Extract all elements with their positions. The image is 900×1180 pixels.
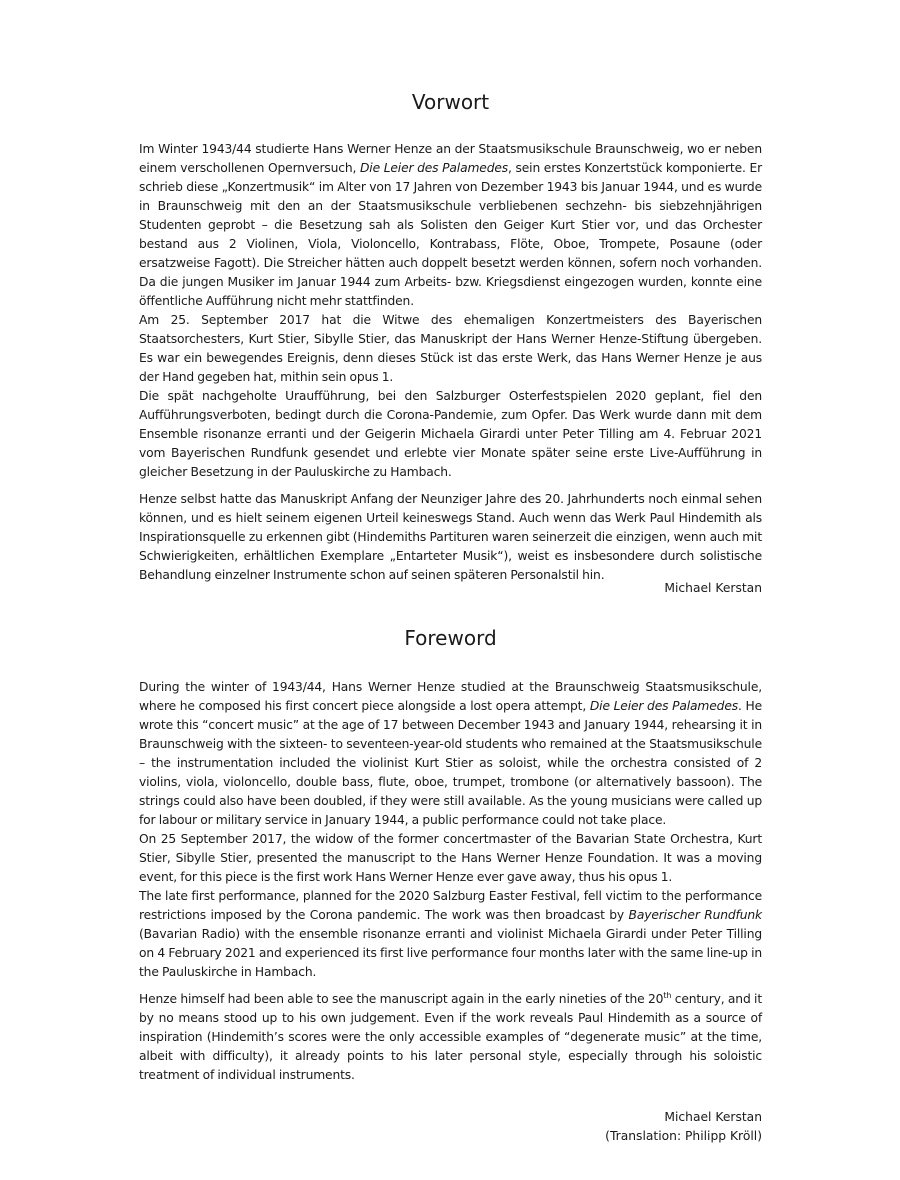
text-run: During the winter of 1943/44, Hans Werner Henze studied at the Braunschweig Staatsmusikschule, where he composed his first concert piece alongside a lost opera attempt, [139, 680, 762, 713]
paragraph [139, 678, 762, 830]
text-run: , sein erstes Konzertstück komponierte. Er schrieb diese „Konzertmusik“ im Alter von 17 Jahren von Dezember 1943 bis Januar 1944, und es wurde in Braunschweig mit den an der Staatsmusikschule verbliebenen sechzehn- bis siebzehnjährigen Studenten geprobt – die Besetzung sah als Solisten den Geiger Kurt Stier vor, und das Orchester bestand aus 2 Violinen, Viola, Violoncello, Kontrabass, Flöte, Oboe, Trompete, Posaune (oder ersatzweise Fagott). Die Streicher hätten auch doppelt besetzt werden können, sofern noch vorhanden. Da die jungen Musiker im Januar 1944 zum Arbeits- bzw. Kriegsdienst eingezogen wurden, konnte eine öffentliche Aufführung nicht mehr stattfinden. [139, 161, 762, 308]
text-run: century, and it by no means stood up to his own judgement. Even if the work reveals Paul Hindemith as a source of inspiration (Hindemith’s scores were the only accessible examples of “degenerate music” at the time, albeit with difficulty), it already points to his later personal style, especially through his soloistic treatment of individual instruments. [139, 992, 762, 1082]
opera-title: Die Leier des Palamedes [589, 699, 738, 713]
paragraph: Die spät nachgeholte Uraufführung, bei den Salzburger Osterfestspielen 2020 geplant, fiel den Aufführungsverboten, bedingt durch die Corona-Pandemie, zum Opfer. Das Werk wurde dann mit dem Ensemble risonanze erranti und der Geigerin Michaela Girardi unter Peter Tilling am 4. Februar 2021 vom Bayerischen Rundfunk gesendet und erlebte vier Monate später seine erste Live-Aufführung in gleicher Besetzung in der Pauluskirche zu Hambach. [139, 389, 762, 479]
signature: Michael Kerstan [664, 1110, 762, 1124]
paragraph [139, 990, 762, 1085]
text-run: The late first performance, planned for the 2020 Salzburg Easter Festival, fell victim to the performance restrictions imposed by the Corona pandemic. The work was then broadcast by [139, 889, 762, 922]
signature: Michael Kerstan [664, 581, 762, 595]
translation-credit: (Translation: Philipp Kröll) [605, 1129, 762, 1143]
paragraph [139, 140, 762, 311]
ordinal-suffix: th [663, 990, 672, 1000]
text-run: . He wrote this “concert music” at the age of 17 between December 1943 and January 1944, rehearsing it in Braunschweig with the sixteen- to seventeen-year-old students who remained at the Staatsmusikschule – the instrumentation included the violinist Kurt Stier as soloist, while the orchestra consisted of 2 violins, viola, violoncello, double bass, flute, oboe, trumpet, trombone (or alternatively bassoon). The strings could also have been doubled, if they were still available. As the young musicians were called up for labour or military service in January 1944, a public performance could not take place. [139, 699, 763, 827]
paragraph [139, 887, 762, 982]
german-preface [139, 140, 762, 585]
paragraph: Am 25. September 2017 hat die Witwe des ehemaligen Konzertmeisters des Bayerischen Staatsorchesters, Kurt Stier, Sibylle Stier, das Manuskript der Hans Werner Henze-Stiftung übergeben. Es war ein bewegendes Ereignis, denn dieses Stück ist das erste Werk, das Hans Werner Henze je aus der Hand gegeben hat, mithin sein opus 1. [139, 313, 762, 384]
paragraph: On 25 September 2017, the widow of the former concertmaster of the Bavarian State Orchestra, Kurt Stier, Sibylle Stier, presented the manuscript to the Hans Werner Henze Foundation. It was a moving event, for this piece is the first work Hans Werner Henze ever gave away, thus his opus 1. [139, 832, 762, 884]
text-run: Henze himself had been able to see the manuscript again in the early nineties of the 20 [139, 992, 664, 1006]
page-title-german: Vorwort [411, 90, 490, 114]
page-title-english: Foreword [404, 626, 497, 650]
text-run: Im Winter 1943/44 studierte Hans Werner Henze an der Staatsmusikschule Braunschweig, wo er neben einem verschollenen Opernversuch, [139, 142, 762, 175]
english-foreword [139, 678, 762, 1085]
broadcaster-name: Bayerischer Rundfunk [628, 908, 762, 922]
paragraph: Henze selbst hatte das Manuskript Anfang der Neunziger Jahre des 20. Jahrhunderts noch einmal sehen können, und es hielt seinem eigenen Urteil keineswegs Stand. Auch wenn das Werk Paul Hindemith als Inspirationsquelle zu erkennen gibt (Hindemiths Partituren waren seinerzeit die einzigen, wenn auch mit Schwierigkeiten, erhältlichen Exemplare „Entarteter Musik“), weist es insbesondere durch solistische Behandlung einzelner Instrumente schon auf seinen späteren Personalstil hin. [139, 492, 762, 582]
opera-title: Die Leier des Palamedes [359, 161, 509, 175]
signature-block [605, 1108, 762, 1146]
text-run: (Bavarian Radio) with the ensemble risonanze erranti and violinist Michaela Girardi under Peter Tilling on 4 February 2021 and experienced its first live performance four months later with the same line-up in the Pauluskirche in Hambach. [139, 927, 762, 979]
